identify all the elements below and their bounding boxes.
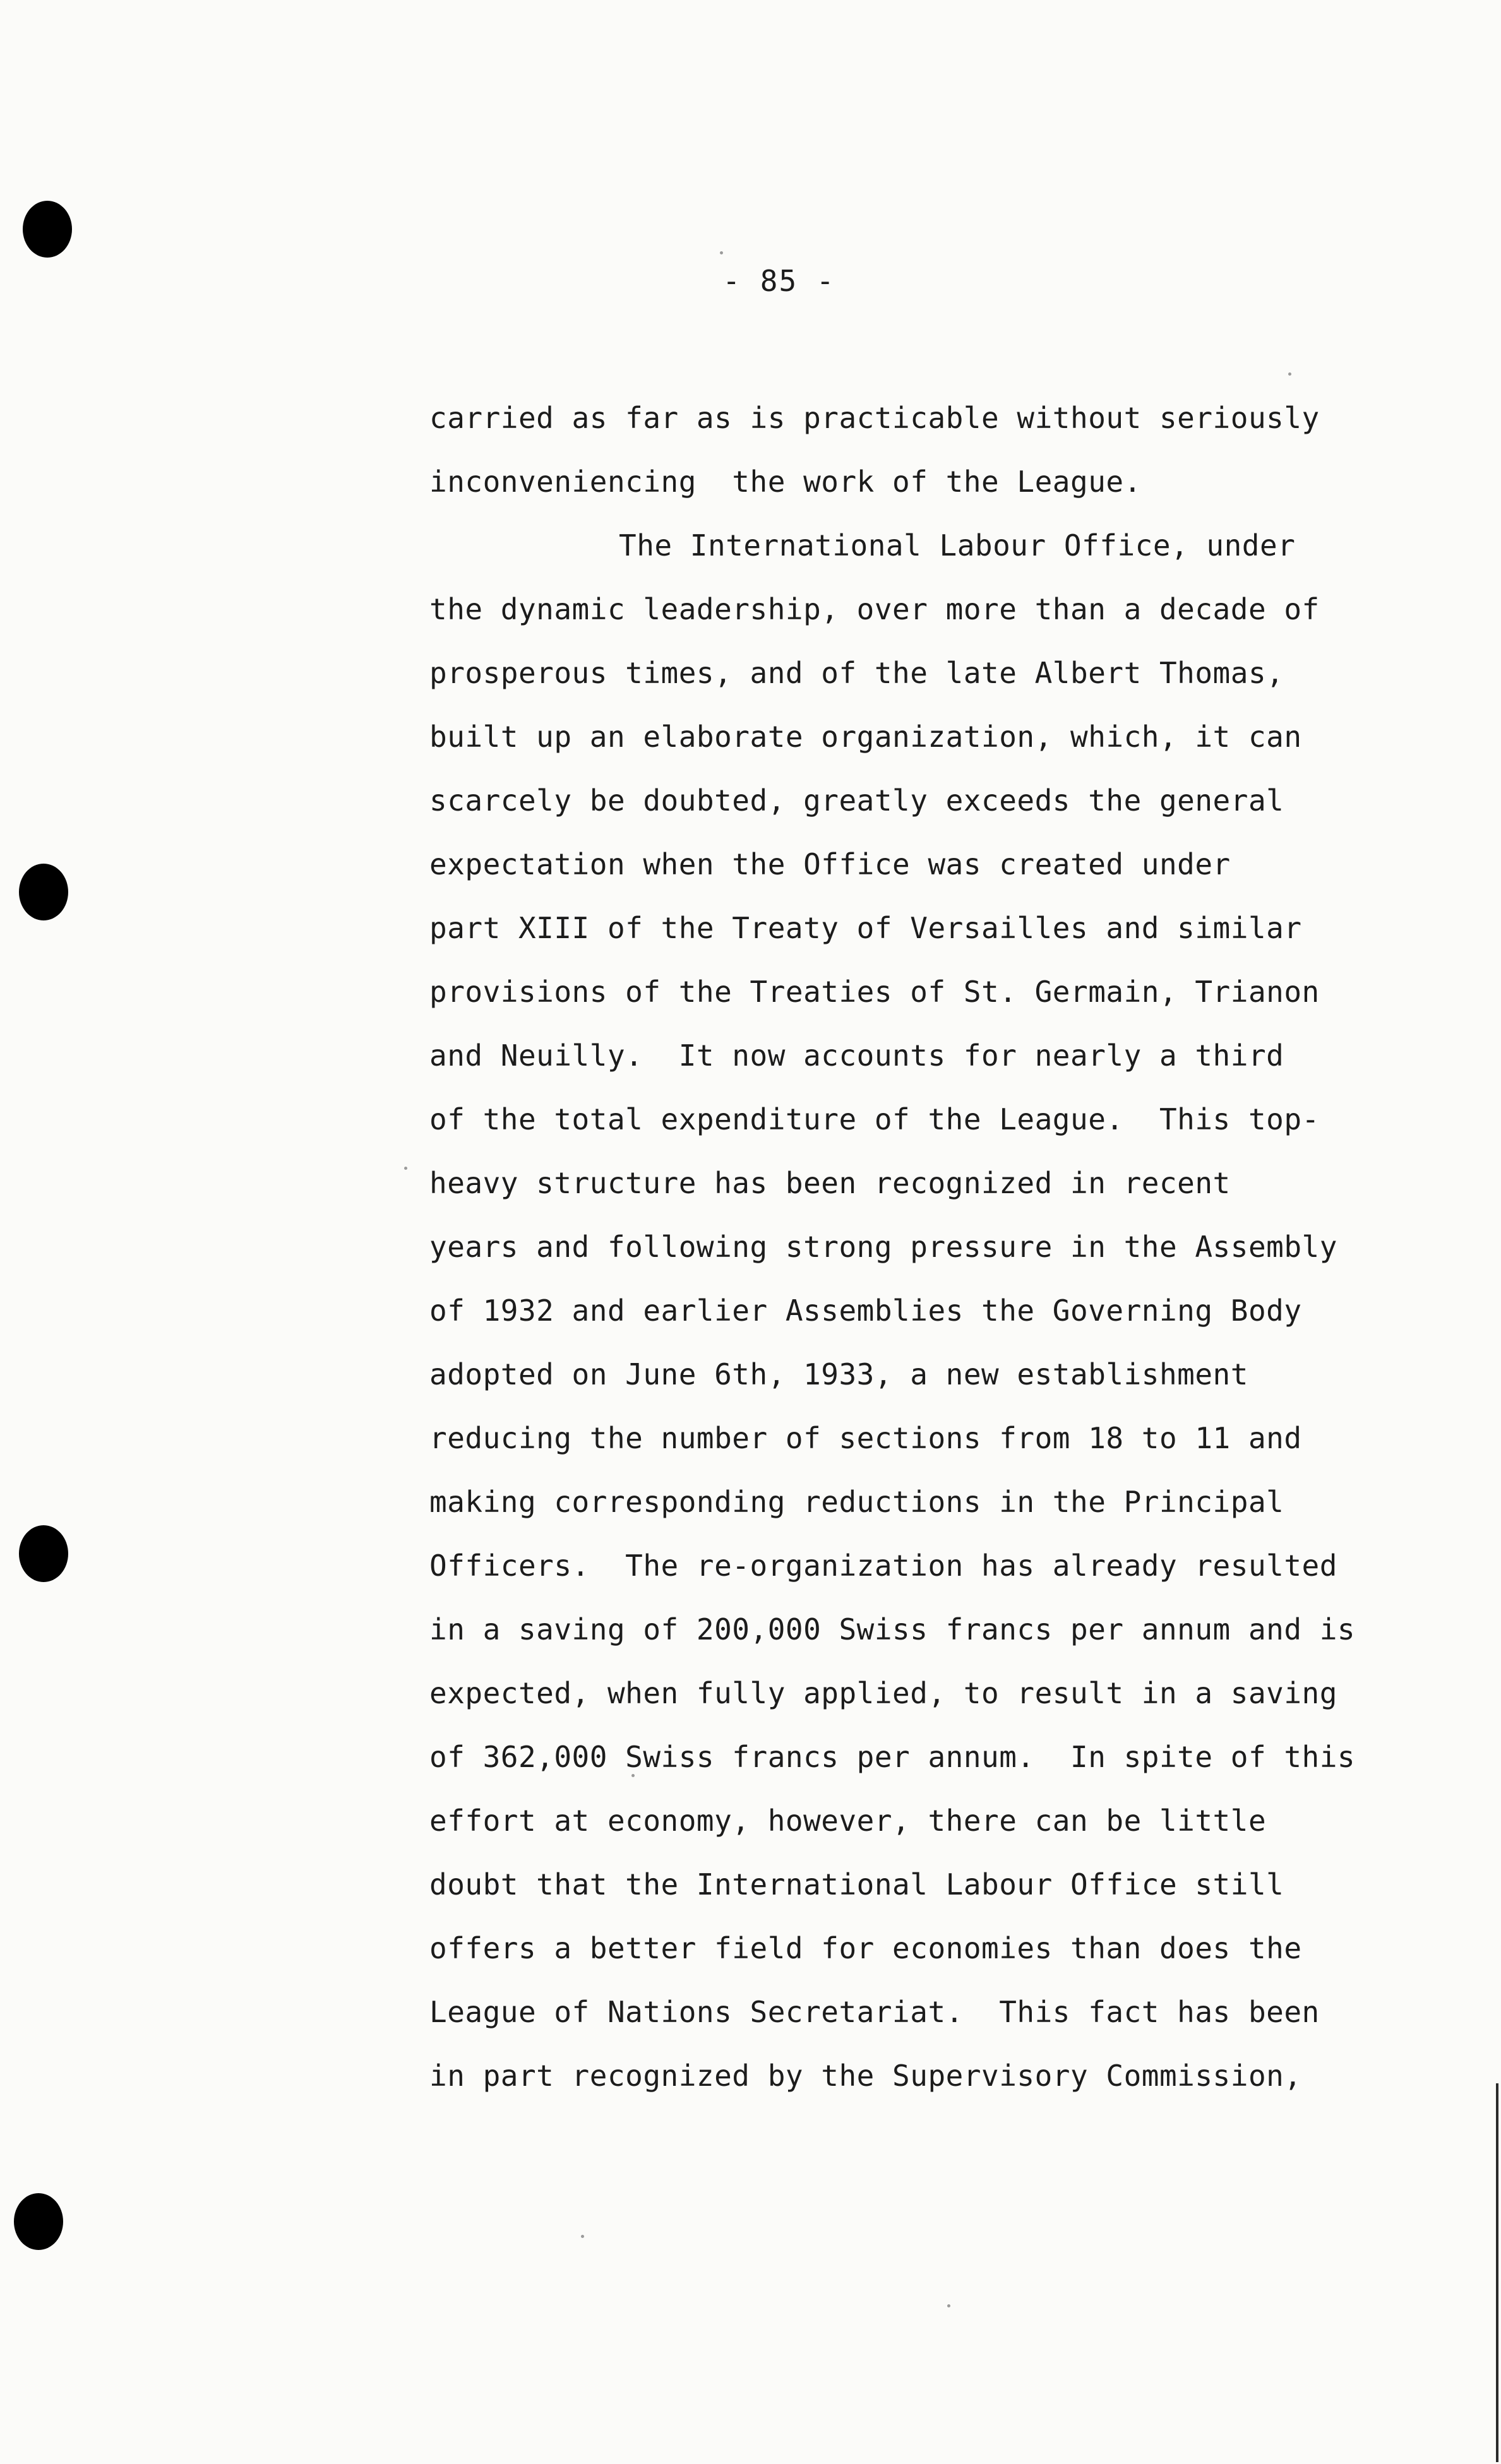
text-line: expectation when the Office was created under [429,847,1231,881]
text-line: making corresponding reductions in the Principal [429,1485,1284,1519]
punch-hole [19,1525,68,1582]
text-line: years and following strong pressure in the Assembly [429,1230,1337,1264]
punch-hole [23,201,72,258]
text-line: prosperous times, and of the late Albert Thomas, [429,656,1284,690]
text-line: provisions of the Treaties of St. Germain, Trianon [429,975,1320,1009]
text-line: adopted on June 6th, 1933, a new establishment [429,1357,1248,1391]
document-body [429,386,1440,2108]
paper-speck [581,2235,584,2238]
text-line: the dynamic leadership, over more than a decade of [429,592,1320,626]
text-line: reducing the number of sections from 18 to 11 and [429,1421,1302,1455]
text-line: doubt that the International Labour Office still [429,1867,1284,1902]
paper-speck [720,251,723,254]
text-line: part XIII of the Treaty of Versailles and similar [429,911,1302,945]
text-line: of 362,000 Swiss francs per annum. In spite of this [429,1740,1356,1774]
text-line: of 1932 and earlier Assemblies the Governing Body [429,1294,1302,1328]
text-line: effort at economy, however, there can be little [429,1804,1267,1838]
text-line: inconveniencing the work of the League. [429,465,1142,499]
text-line: Officers. The re-organization has already resulted [429,1549,1337,1583]
paper-speck [1288,372,1291,376]
text-line: in part recognized by the Supervisory Commission, [429,2059,1302,2093]
text-line: and Neuilly. It now accounts for nearly a third [429,1039,1284,1073]
page-number-text: - 85 - [722,264,835,298]
paper-speck [404,1167,407,1170]
text-line: offers a better field for economies than does the [429,1931,1302,1965]
punch-hole [19,864,68,920]
text-line: in a saving of 200,000 Swiss francs per annum and is [429,1612,1356,1646]
page-number [0,264,1501,298]
page-edge-shadow [1496,2083,1498,2462]
text-line: scarcely be doubted, greatly exceeds the general [429,783,1284,818]
paper-speck [947,2304,950,2307]
text-line: carried as far as is practicable without seriously [429,401,1320,435]
text-line: of the total expenditure of the League. This top- [429,1102,1320,1136]
text-line: League of Nations Secretariat. This fact has been [429,1995,1320,2029]
punch-hole [14,2193,63,2250]
text-line: heavy structure has been recognized in recent [429,1166,1231,1200]
paragraph-start-line: The International Labour Office, under [619,528,1296,562]
text-line: expected, when fully applied, to result in a saving [429,1676,1337,1710]
text-line: built up an elaborate organization, which, it can [429,720,1302,754]
